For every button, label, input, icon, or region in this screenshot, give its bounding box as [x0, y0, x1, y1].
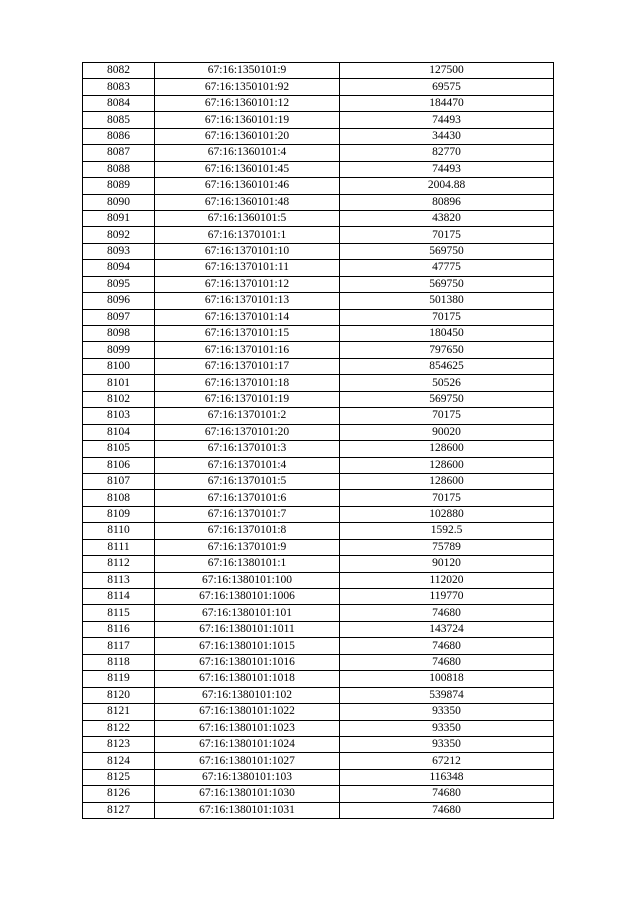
table-row	[83, 720, 554, 736]
table-row	[83, 589, 554, 605]
row-number-cell: 8083	[83, 79, 155, 95]
cadastral-number-cell: 67:16:1370101:1	[155, 227, 340, 243]
cadastral-number-cell: 67:16:1380101:102	[155, 687, 340, 703]
row-number-cell: 8106	[83, 457, 155, 473]
table-row	[83, 605, 554, 621]
row-number-cell: 8117	[83, 638, 155, 654]
row-number-cell: 8115	[83, 605, 155, 621]
table-row	[83, 802, 554, 818]
value-cell: 116348	[340, 769, 554, 785]
row-number-cell: 8088	[83, 161, 155, 177]
table-row	[83, 621, 554, 637]
row-number-cell: 8113	[83, 572, 155, 588]
row-number-cell: 8100	[83, 358, 155, 374]
value-cell: 74493	[340, 112, 554, 128]
cadastral-number-cell: 67:16:1350101:92	[155, 79, 340, 95]
row-number-cell: 8109	[83, 506, 155, 522]
row-number-cell: 8099	[83, 342, 155, 358]
table-row	[83, 490, 554, 506]
value-cell: 128600	[340, 473, 554, 489]
row-number-cell: 8089	[83, 178, 155, 194]
value-cell: 50526	[340, 375, 554, 391]
row-number-cell: 8116	[83, 621, 155, 637]
table-row	[83, 473, 554, 489]
table-row	[83, 769, 554, 785]
value-cell: 74680	[340, 786, 554, 802]
value-cell: 102880	[340, 506, 554, 522]
value-cell: 90020	[340, 424, 554, 440]
table-row	[83, 112, 554, 128]
row-number-cell: 8087	[83, 145, 155, 161]
table-body	[83, 63, 554, 819]
row-number-cell: 8101	[83, 375, 155, 391]
table-row	[83, 654, 554, 670]
table-row	[83, 358, 554, 374]
cadastral-number-cell: 67:16:1370101:4	[155, 457, 340, 473]
row-number-cell: 8097	[83, 309, 155, 325]
row-number-cell: 8105	[83, 441, 155, 457]
cadastral-number-cell: 67:16:1370101:16	[155, 342, 340, 358]
value-cell: 797650	[340, 342, 554, 358]
cadastral-number-cell: 67:16:1380101:1006	[155, 589, 340, 605]
table-row	[83, 161, 554, 177]
table-row	[83, 178, 554, 194]
cadastral-number-cell: 67:16:1370101:9	[155, 539, 340, 555]
value-cell: 112020	[340, 572, 554, 588]
table-row	[83, 375, 554, 391]
cadastral-number-cell: 67:16:1360101:20	[155, 128, 340, 144]
row-number-cell: 8111	[83, 539, 155, 555]
cadastral-value-table	[82, 62, 554, 819]
value-cell: 90120	[340, 556, 554, 572]
row-number-cell: 8110	[83, 523, 155, 539]
row-number-cell: 8121	[83, 704, 155, 720]
row-number-cell: 8120	[83, 687, 155, 703]
cadastral-number-cell: 67:16:1350101:9	[155, 63, 340, 79]
value-cell: 67212	[340, 753, 554, 769]
row-number-cell: 8112	[83, 556, 155, 572]
value-cell: 180450	[340, 326, 554, 342]
value-cell: 93350	[340, 720, 554, 736]
value-cell: 70175	[340, 408, 554, 424]
cadastral-number-cell: 67:16:1380101:1022	[155, 704, 340, 720]
value-cell: 501380	[340, 293, 554, 309]
value-cell: 70175	[340, 490, 554, 506]
row-number-cell: 8084	[83, 95, 155, 111]
row-number-cell: 8085	[83, 112, 155, 128]
value-cell: 70175	[340, 227, 554, 243]
value-cell: 569750	[340, 276, 554, 292]
table-row	[83, 260, 554, 276]
table-row	[83, 194, 554, 210]
table-row	[83, 326, 554, 342]
cadastral-number-cell: 67:16:1370101:3	[155, 441, 340, 457]
table-row	[83, 539, 554, 555]
value-cell: 100818	[340, 671, 554, 687]
cadastral-number-cell: 67:16:1380101:1023	[155, 720, 340, 736]
cadastral-number-cell: 67:16:1370101:12	[155, 276, 340, 292]
value-cell: 569750	[340, 243, 554, 259]
row-number-cell: 8114	[83, 589, 155, 605]
row-number-cell: 8103	[83, 408, 155, 424]
row-number-cell: 8093	[83, 243, 155, 259]
table-row	[83, 210, 554, 226]
row-number-cell: 8126	[83, 786, 155, 802]
cadastral-number-cell: 67:16:1360101:45	[155, 161, 340, 177]
row-number-cell: 8119	[83, 671, 155, 687]
cadastral-number-cell: 67:16:1370101:20	[155, 424, 340, 440]
value-cell: 74680	[340, 605, 554, 621]
row-number-cell: 8090	[83, 194, 155, 210]
value-cell: 82770	[340, 145, 554, 161]
table-row	[83, 293, 554, 309]
cadastral-number-cell: 67:16:1370101:17	[155, 358, 340, 374]
value-cell: 184470	[340, 95, 554, 111]
value-cell: 539874	[340, 687, 554, 703]
cadastral-number-cell: 67:16:1360101:12	[155, 95, 340, 111]
row-number-cell: 8123	[83, 736, 155, 752]
cadastral-number-cell: 67:16:1370101:19	[155, 391, 340, 407]
value-cell: 127500	[340, 63, 554, 79]
cadastral-number-cell: 67:16:1380101:103	[155, 769, 340, 785]
cadastral-number-cell: 67:16:1370101:15	[155, 326, 340, 342]
table-row	[83, 736, 554, 752]
row-number-cell: 8127	[83, 802, 155, 818]
cadastral-number-cell: 67:16:1370101:2	[155, 408, 340, 424]
value-cell: 143724	[340, 621, 554, 637]
table-row	[83, 441, 554, 457]
table-row	[83, 424, 554, 440]
table-row	[83, 556, 554, 572]
table-row	[83, 309, 554, 325]
table-row	[83, 671, 554, 687]
row-number-cell: 8098	[83, 326, 155, 342]
row-number-cell: 8125	[83, 769, 155, 785]
value-cell: 75789	[340, 539, 554, 555]
table-row	[83, 523, 554, 539]
cadastral-number-cell: 67:16:1370101:8	[155, 523, 340, 539]
value-cell: 1592.5	[340, 523, 554, 539]
value-cell: 93350	[340, 704, 554, 720]
row-number-cell: 8108	[83, 490, 155, 506]
cadastral-number-cell: 67:16:1360101:5	[155, 210, 340, 226]
table-row	[83, 506, 554, 522]
cadastral-number-cell: 67:16:1370101:7	[155, 506, 340, 522]
value-cell: 80896	[340, 194, 554, 210]
cadastral-number-cell: 67:16:1360101:48	[155, 194, 340, 210]
table-row	[83, 704, 554, 720]
table-row	[83, 753, 554, 769]
cadastral-number-cell: 67:16:1380101:1027	[155, 753, 340, 769]
value-cell: 69575	[340, 79, 554, 95]
table-row	[83, 408, 554, 424]
cadastral-number-cell: 67:16:1370101:11	[155, 260, 340, 276]
row-number-cell: 8124	[83, 753, 155, 769]
cadastral-number-cell: 67:16:1370101:18	[155, 375, 340, 391]
table-row	[83, 95, 554, 111]
cadastral-number-cell: 67:16:1380101:1018	[155, 671, 340, 687]
row-number-cell: 8082	[83, 63, 155, 79]
table-row	[83, 391, 554, 407]
value-cell: 43820	[340, 210, 554, 226]
cadastral-number-cell: 67:16:1370101:10	[155, 243, 340, 259]
value-cell: 74493	[340, 161, 554, 177]
table-row	[83, 638, 554, 654]
value-cell: 34430	[340, 128, 554, 144]
table-row	[83, 128, 554, 144]
table-row	[83, 786, 554, 802]
row-number-cell: 8094	[83, 260, 155, 276]
row-number-cell: 8096	[83, 293, 155, 309]
cadastral-number-cell: 67:16:1380101:1024	[155, 736, 340, 752]
row-number-cell: 8118	[83, 654, 155, 670]
value-cell: 128600	[340, 457, 554, 473]
cadastral-number-cell: 67:16:1360101:46	[155, 178, 340, 194]
table-row	[83, 243, 554, 259]
value-cell: 119770	[340, 589, 554, 605]
cadastral-number-cell: 67:16:1380101:101	[155, 605, 340, 621]
cadastral-number-cell: 67:16:1370101:13	[155, 293, 340, 309]
value-cell: 93350	[340, 736, 554, 752]
row-number-cell: 8095	[83, 276, 155, 292]
cadastral-number-cell: 67:16:1380101:1016	[155, 654, 340, 670]
row-number-cell: 8104	[83, 424, 155, 440]
table-row	[83, 572, 554, 588]
table-row	[83, 79, 554, 95]
row-number-cell: 8102	[83, 391, 155, 407]
row-number-cell: 8091	[83, 210, 155, 226]
row-number-cell: 8122	[83, 720, 155, 736]
row-number-cell: 8107	[83, 473, 155, 489]
table-row	[83, 145, 554, 161]
value-cell: 128600	[340, 441, 554, 457]
cadastral-number-cell: 67:16:1370101:5	[155, 473, 340, 489]
table-row	[83, 687, 554, 703]
value-cell: 70175	[340, 309, 554, 325]
table-row	[83, 276, 554, 292]
cadastral-number-cell: 67:16:1380101:1011	[155, 621, 340, 637]
table-row	[83, 342, 554, 358]
cadastral-number-cell: 67:16:1380101:100	[155, 572, 340, 588]
cadastral-number-cell: 67:16:1370101:6	[155, 490, 340, 506]
cadastral-number-cell: 67:16:1380101:1	[155, 556, 340, 572]
table-row	[83, 63, 554, 79]
table-row	[83, 457, 554, 473]
value-cell: 74680	[340, 654, 554, 670]
value-cell: 2004.88	[340, 178, 554, 194]
value-cell: 569750	[340, 391, 554, 407]
row-number-cell: 8092	[83, 227, 155, 243]
cadastral-number-cell: 67:16:1360101:19	[155, 112, 340, 128]
row-number-cell: 8086	[83, 128, 155, 144]
cadastral-number-cell: 67:16:1370101:14	[155, 309, 340, 325]
cadastral-number-cell: 67:16:1360101:4	[155, 145, 340, 161]
value-cell: 74680	[340, 802, 554, 818]
table-row	[83, 227, 554, 243]
value-cell: 854625	[340, 358, 554, 374]
value-cell: 47775	[340, 260, 554, 276]
value-cell: 74680	[340, 638, 554, 654]
cadastral-number-cell: 67:16:1380101:1031	[155, 802, 340, 818]
cadastral-number-cell: 67:16:1380101:1015	[155, 638, 340, 654]
cadastral-number-cell: 67:16:1380101:1030	[155, 786, 340, 802]
